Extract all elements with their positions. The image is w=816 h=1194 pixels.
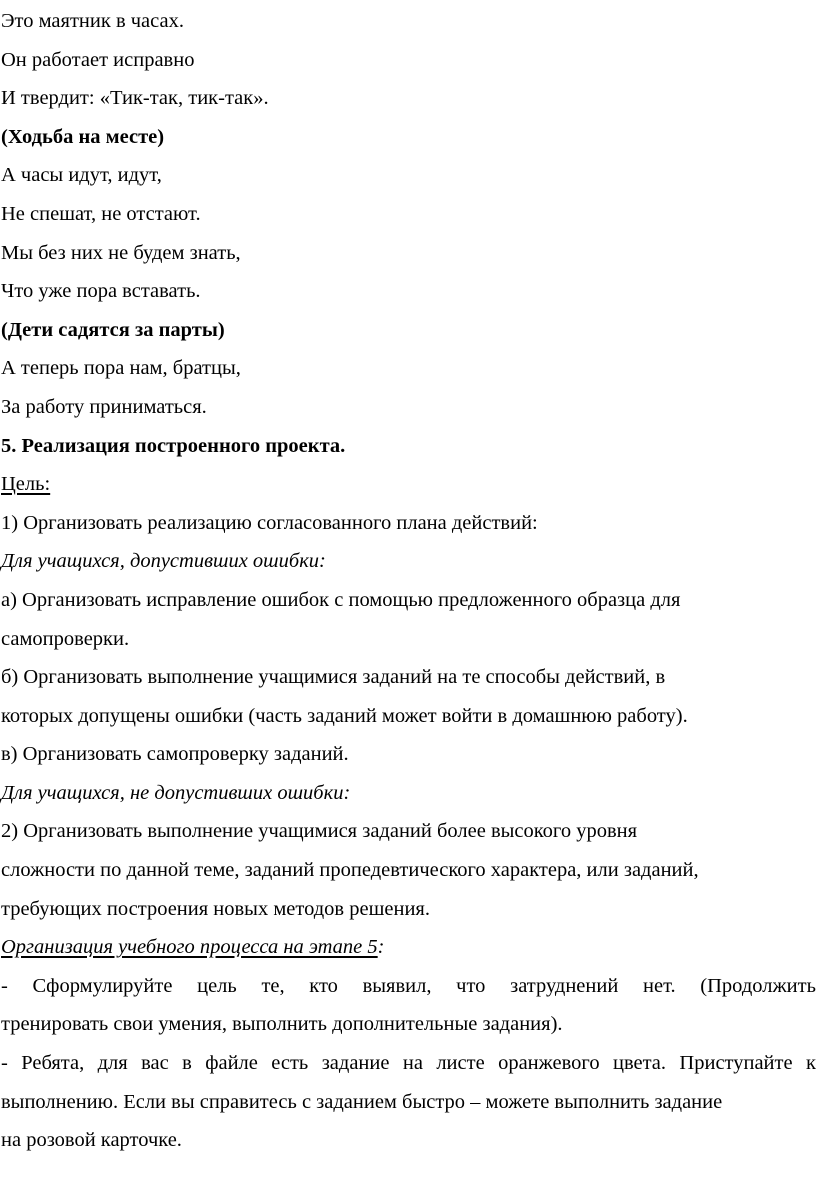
poem-line-6: Мы без них не будем знать, <box>1 241 241 264</box>
word: к <box>805 1052 816 1075</box>
goal-label-text: Цель: <box>1 473 51 496</box>
poem-line-7: Что уже пора вставать. <box>1 280 201 303</box>
stage-direction-sit: (Дети садятся за парты) <box>1 318 225 341</box>
subheading-with-errors: Для учащихся, допустивших ошибки: <box>1 550 326 573</box>
stage-direction-walking: (Ходьба на месте) <box>1 125 165 148</box>
word: цвета. <box>612 1052 667 1075</box>
paragraph-c: в) Организовать самопроверку заданий. <box>1 743 349 766</box>
word: Приступайте <box>679 1052 793 1075</box>
instruction-1-line-2: тренировать свои умения, выполнить дополнительные задания). <box>1 1013 563 1036</box>
paragraph-b-line-1: б) Организовать выполнение учащимися заданий на те способы действий, в <box>1 666 666 689</box>
word: в <box>182 1052 192 1075</box>
poem-line-1: Это маятник в часах. <box>1 10 184 32</box>
word: Сформулируйте <box>32 974 173 997</box>
poem-line-4: А часы идут, идут, <box>1 164 162 187</box>
word: для <box>97 1052 128 1075</box>
word: те, <box>261 974 285 997</box>
goal-label <box>0 465 816 504</box>
goal-item-2-line-2: сложности по данной теме, заданий пропедевтического характера, или заданий, <box>1 859 699 882</box>
process-heading-colon: : <box>377 936 385 959</box>
word: оранжевого <box>498 1052 600 1075</box>
word: - <box>1 1052 8 1075</box>
word: на <box>402 1052 423 1075</box>
goal-item-2-line-1: 2) Организовать выполнение учащимися заданий более высокого уровня <box>1 820 638 843</box>
word: выявил, <box>362 974 432 997</box>
word: (Продолжить <box>700 974 816 997</box>
word: листе <box>436 1052 485 1075</box>
word: затруднений <box>510 974 619 997</box>
goal-item-2-line-3: требующих построения новых методов решения. <box>1 897 430 920</box>
paragraph-a-line-2: самопроверки. <box>1 627 130 650</box>
word: нет. <box>643 974 676 997</box>
poem-line-2: Он работает исправно <box>1 48 195 71</box>
instruction-1-line-1 <box>0 967 816 1006</box>
poem-line-3: И твердит: «Тик-так, тик-так». <box>1 87 269 110</box>
word: - <box>1 974 8 997</box>
poem-line-9: За работу приниматься. <box>1 395 207 418</box>
word: что <box>456 974 486 997</box>
word: кто <box>309 974 338 997</box>
instruction-2-line-2: выполнению. Если вы справитесь с заданием быстро – можете выполнить задание <box>1 1090 723 1113</box>
word: файле <box>205 1052 258 1075</box>
process-heading-text: Организация учебного процесса на этапе 5 <box>1 936 378 959</box>
instruction-2-line-1 <box>0 1044 816 1083</box>
poem-line-8: А теперь пора нам, братцы, <box>1 357 241 380</box>
word: вас <box>141 1052 169 1075</box>
paragraph-a-line-1: а) Организовать исправление ошибок с помощью предложенного образца для <box>1 588 681 611</box>
instruction-2-line-3: на розовой карточке. <box>1 1129 182 1152</box>
section-heading: 5. Реализация построенного проекта. <box>1 434 346 457</box>
word: цель <box>197 974 237 997</box>
paragraph-b-line-2: которых допущены ошибки (часть заданий может войти в домашнюю работу). <box>1 704 688 727</box>
process-heading <box>0 928 816 967</box>
poem-line-5: Не спешат, не отстают. <box>1 202 201 225</box>
word: задание <box>321 1052 390 1075</box>
word: Ребята, <box>21 1052 85 1075</box>
goal-item-1: 1) Организовать реализацию согласованного плана действий: <box>1 511 538 534</box>
word: есть <box>271 1052 309 1075</box>
subheading-without-errors: Для учащихся, не допустивших ошибки: <box>1 781 351 804</box>
